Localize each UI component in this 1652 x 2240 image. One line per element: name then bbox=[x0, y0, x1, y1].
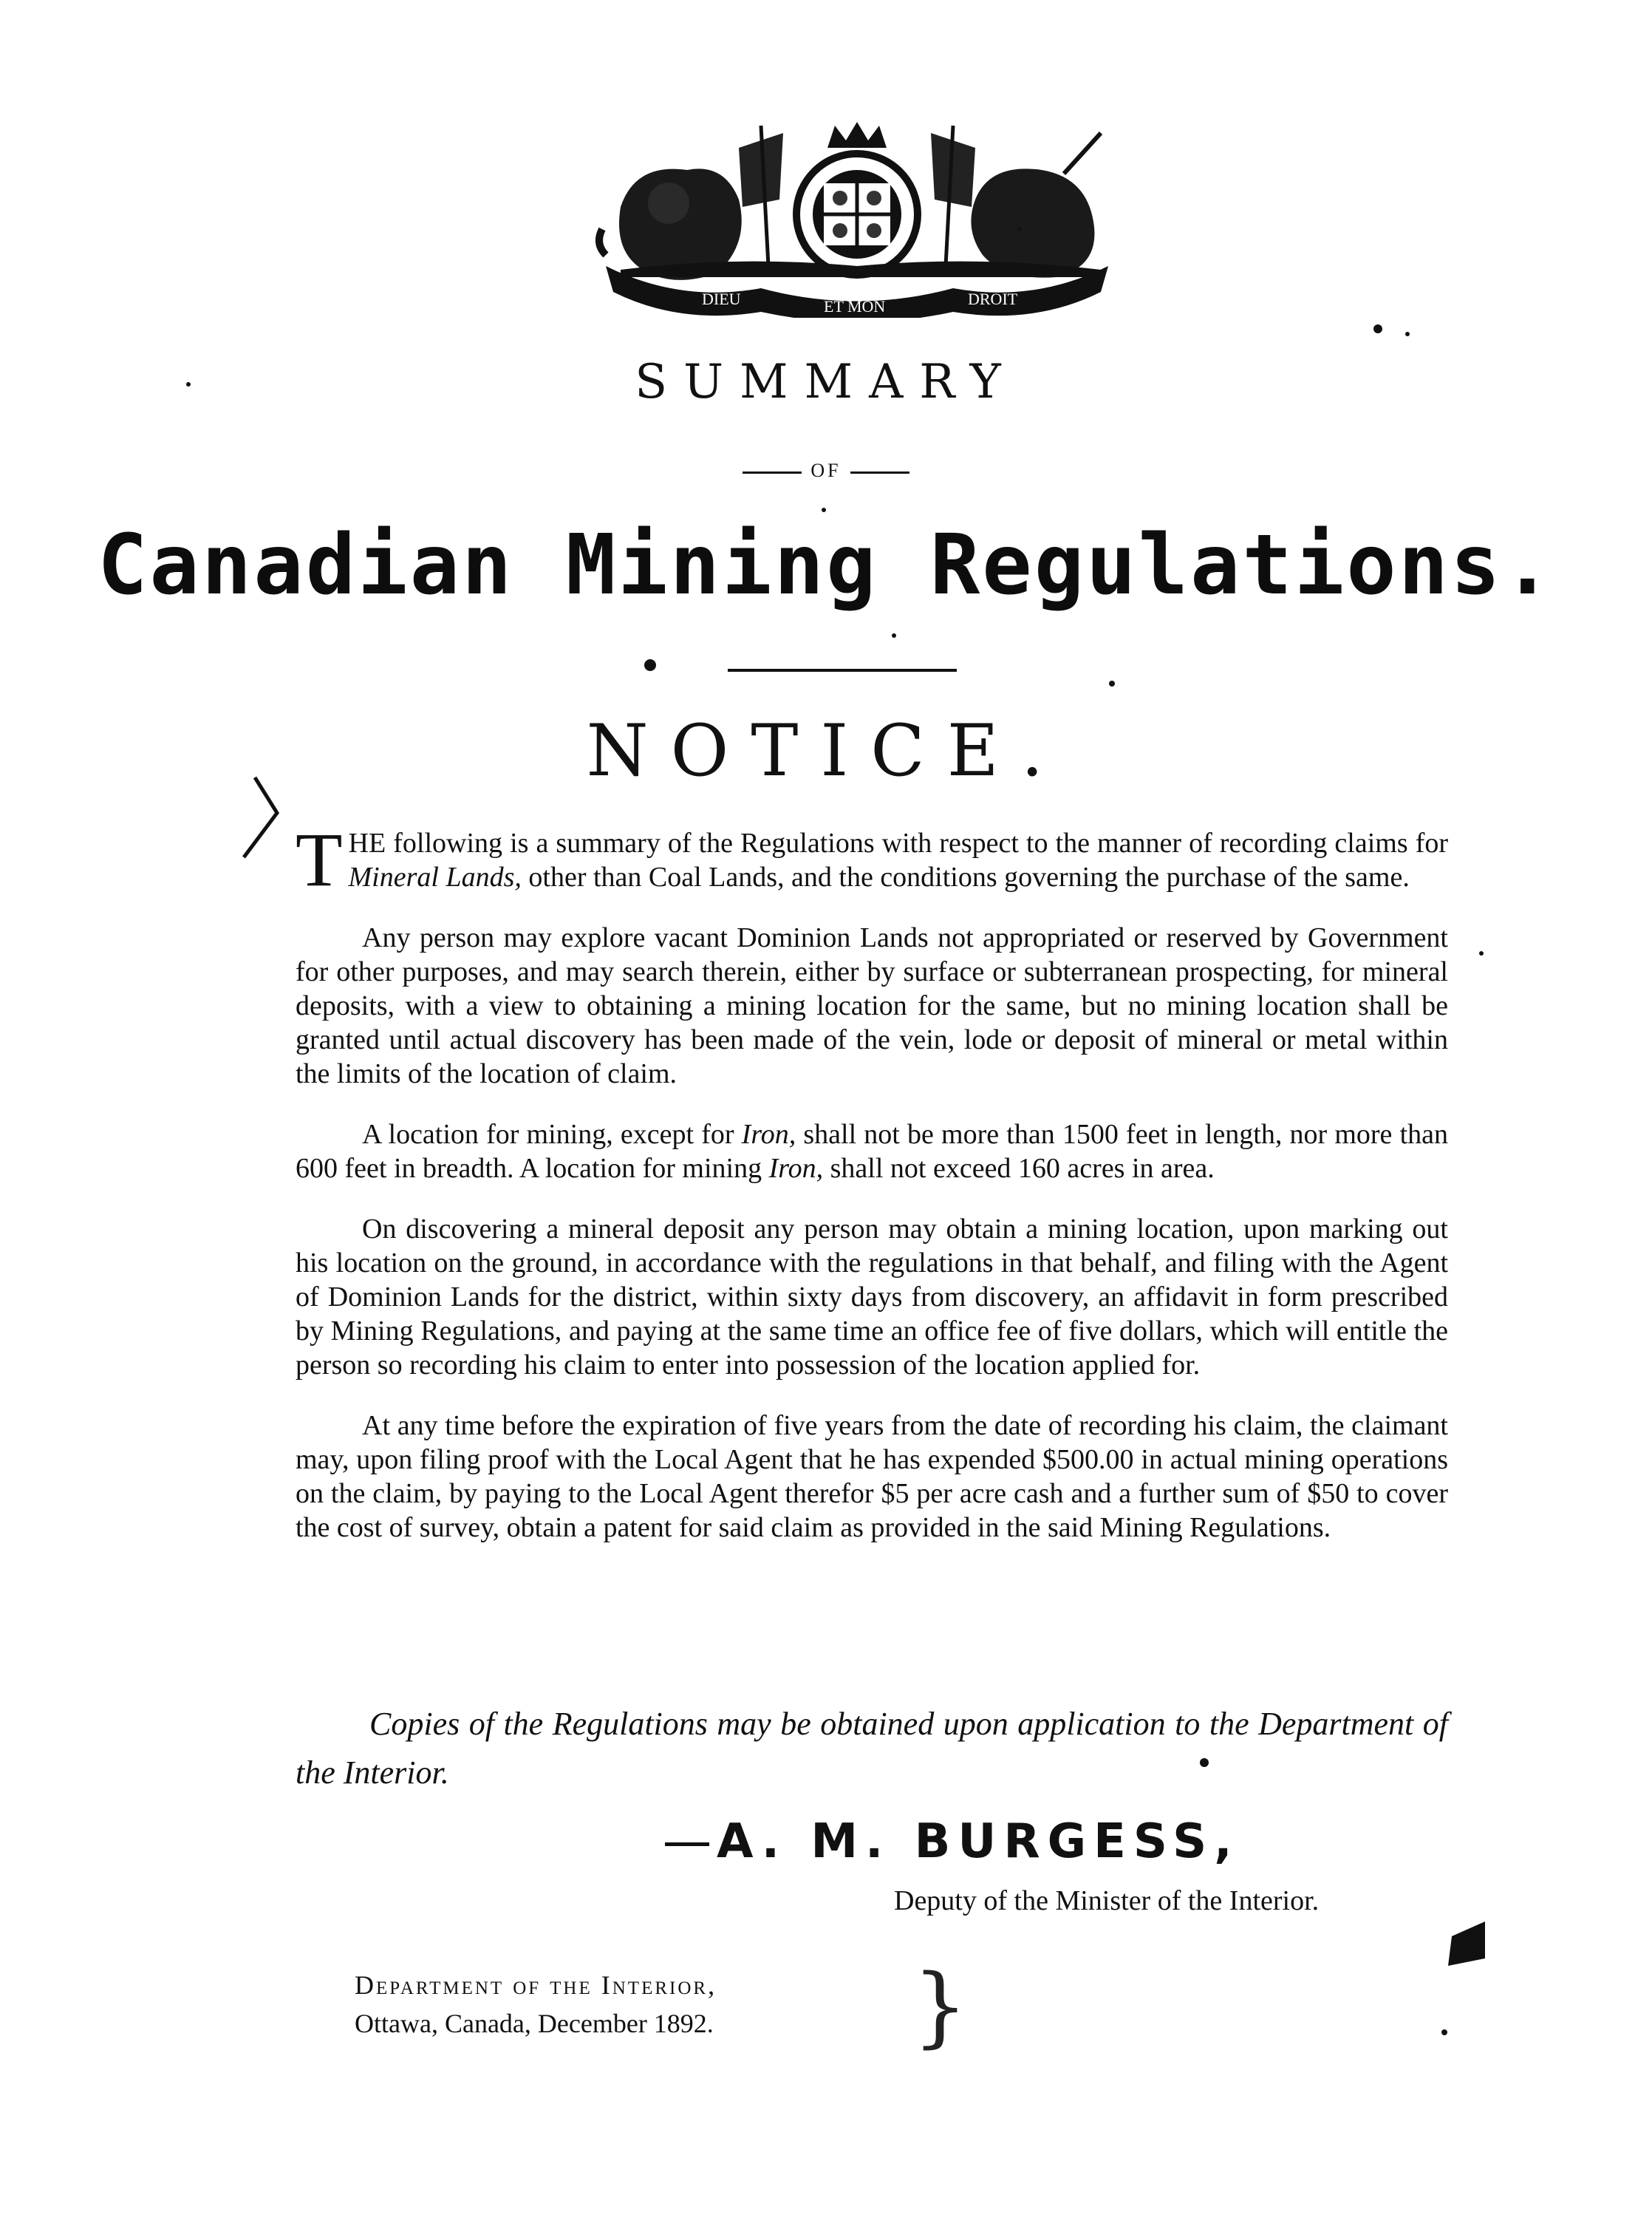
intro-text-b: other than Coal Lands, and the conditions governing the purchase of the same. bbox=[521, 862, 1410, 893]
address-brace: } bbox=[912, 1955, 969, 2057]
regulations-body bbox=[296, 817, 1448, 1571]
title-divider bbox=[728, 669, 957, 672]
drop-cap: T bbox=[296, 817, 343, 902]
motto-left: DIEU bbox=[702, 290, 741, 308]
paragraph-patent: At any time before the expiration of five years from the date of recording his claim, the claimant may, upon filing proof with the Local Agent that he has expended $500.00 in actual mining operations on the claim, by paying to the Local Agent therefor $5 per acre cash and a further sum of $50 to cover the cost of survey, obtain a patent for said claim as provided in the said Mining Regulations. bbox=[296, 1410, 1448, 1543]
intro-text-a: HE following is a summary of the Regulations with respect to the manner of recording claims for bbox=[348, 828, 1448, 859]
royal-coat-of-arms-icon bbox=[591, 118, 1123, 318]
of-left-rule bbox=[743, 472, 802, 474]
size-text-a: A location for mining, except for bbox=[362, 1119, 742, 1150]
signature-lead-rule bbox=[665, 1842, 709, 1846]
summary-heading: SUMMARY bbox=[635, 355, 1017, 409]
signature-title: Deputy of the Minister of the Interior. bbox=[894, 1885, 1320, 1916]
paragraph-discovery: On discovering a mineral deposit any person may obtain a mining location, upon marking out his location on the ground, in accordance with the regulations in that behalf, and filing with the Agent of Dominion Lands for the district, within sixty days from discovery, an affidavit in form prescribed by Mining Regulations, and paying at the same time an office fee of five dollars, which will entitle the person so recording his claim to enter into possession of the location applied for. bbox=[296, 1213, 1448, 1381]
size-iron-2: Iron, bbox=[768, 1153, 824, 1184]
size-text-b: shall not be more than 1500 feet in length, nor more than 600 feet in breadth. A location for mining bbox=[296, 1119, 1448, 1184]
paragraph-intro bbox=[296, 817, 1448, 902]
notice-heading: NOTICE. bbox=[586, 709, 1066, 792]
copies-note: Copies of the Regulations may be obtained upon application to the Department of the Interior. bbox=[296, 1706, 1448, 1791]
signature-line bbox=[665, 1814, 1240, 1869]
page-title: Canadian Mining Regulations. bbox=[97, 517, 1555, 613]
of-label: OF bbox=[810, 460, 842, 481]
motto-right: DROIT bbox=[968, 290, 1018, 308]
department-address bbox=[355, 1966, 717, 2043]
paragraph-exploration: Any person may explore vacant Dominion Lands not appropriated or reserved by Government for other purposes, and may search therein, either by surface or subterranean prospecting, for mineral deposits, with a view to obtaining a mining location for the same, but no mining location shall be granted until actual discovery has been made of the vein, lode or deposit of mineral or metal within the limits of the location of claim. bbox=[296, 922, 1448, 1089]
size-text-c: shall not exceed 160 acres in area. bbox=[823, 1153, 1215, 1184]
intro-mineral-lands: Mineral Lands, bbox=[348, 862, 522, 893]
of-right-rule bbox=[850, 472, 909, 474]
of-line bbox=[0, 460, 1652, 482]
size-iron-1: Iron, bbox=[741, 1119, 796, 1150]
department-name: Department of the Interior, bbox=[355, 1970, 717, 2000]
signature-name: A. M. BURGESS, bbox=[717, 1814, 1240, 1869]
motto-mid: ET MON bbox=[824, 297, 886, 316]
paragraph-location-size bbox=[296, 1117, 1448, 1185]
department-place-date: Ottawa, Canada, December 1892. bbox=[355, 2009, 714, 2038]
